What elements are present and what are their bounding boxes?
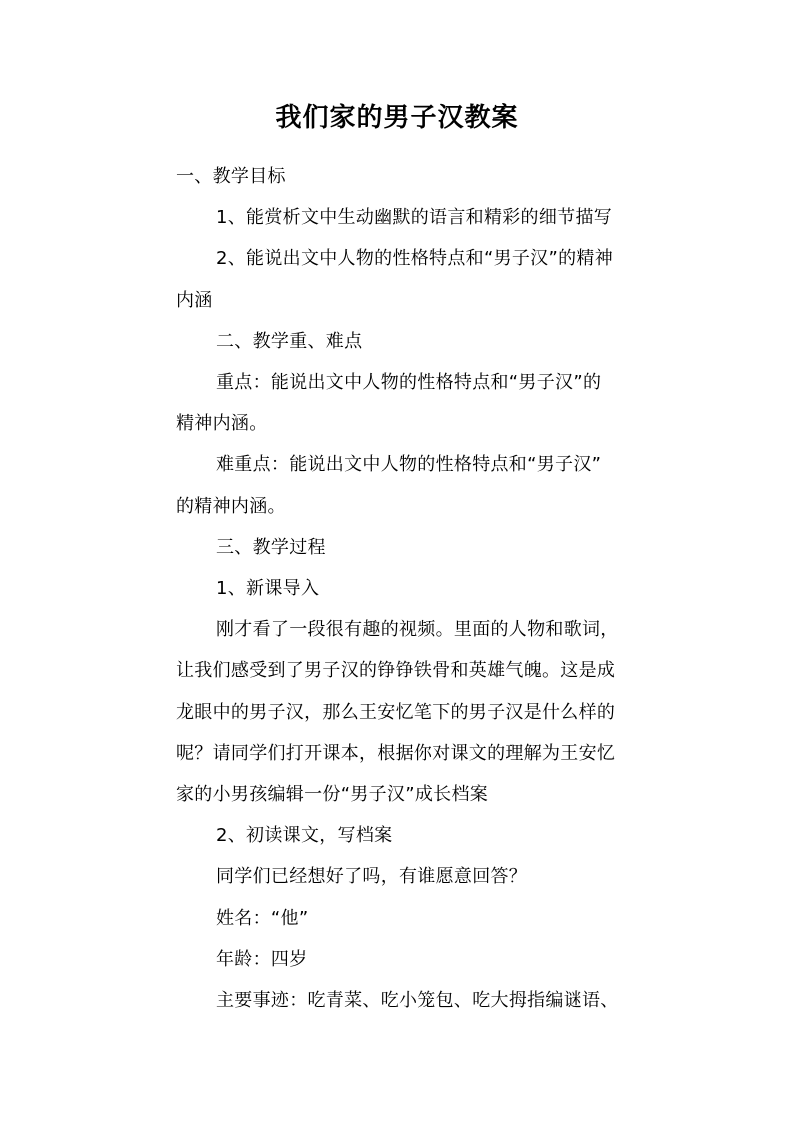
section-heading-key-points: 二、教学重、难点 bbox=[216, 330, 363, 352]
paragraph-line: 1、能赏析文中生动幽默的语言和精彩的细节描写 bbox=[216, 207, 613, 229]
paragraph-line: 龙眼中的男子汉，那么王安忆笔下的男子汉是什么样的 bbox=[176, 701, 616, 723]
section-heading-objectives: 一、教学目标 bbox=[176, 166, 286, 187]
paragraph-line: 呢？请同学们打开课本，根据你对课文的理解为王安忆 bbox=[176, 742, 616, 764]
paragraph-line: 的精神内涵。 bbox=[176, 495, 286, 517]
paragraph-line: 家的小男孩编辑一份“男子汉”成长档案 bbox=[176, 784, 489, 806]
paragraph-line: 同学们已经想好了吗，有谁愿意回答？ bbox=[216, 866, 528, 888]
paragraph-line: 让我们感受到了男子汉的铮铮铁骨和英雄气魄。这是成 bbox=[176, 660, 616, 682]
paragraph-line: 内涵 bbox=[176, 289, 213, 311]
subheading-line: 1、新课导入 bbox=[216, 578, 320, 600]
subheading-line: 2、初读课文，写档案 bbox=[216, 825, 393, 847]
document-body bbox=[176, 156, 661, 1021]
paragraph-line: 2、能说出文中人物的性格特点和“男子汉”的精神 bbox=[216, 248, 614, 270]
paragraph-line: 难重点：能说出文中人物的性格特点和“男子汉” bbox=[216, 454, 602, 476]
profile-deeds-line: 主要事迹：吃青菜、吃小笼包、吃大拇指编谜语、 bbox=[216, 990, 619, 1012]
paragraph-line: 刚才看了一段很有趣的视频。里面的人物和歌词， bbox=[216, 619, 619, 641]
section-heading-process: 三、教学过程 bbox=[216, 536, 326, 558]
profile-age-line: 年龄：四岁 bbox=[216, 948, 308, 970]
paragraph-line: 重点：能说出文中人物的性格特点和“男子汉”的 bbox=[216, 372, 602, 394]
profile-name-line: 姓名：“他” bbox=[216, 907, 309, 929]
paragraph-line: 精神内涵。 bbox=[176, 413, 268, 435]
document-title: 我们家的男子汉教案 bbox=[275, 103, 519, 133]
